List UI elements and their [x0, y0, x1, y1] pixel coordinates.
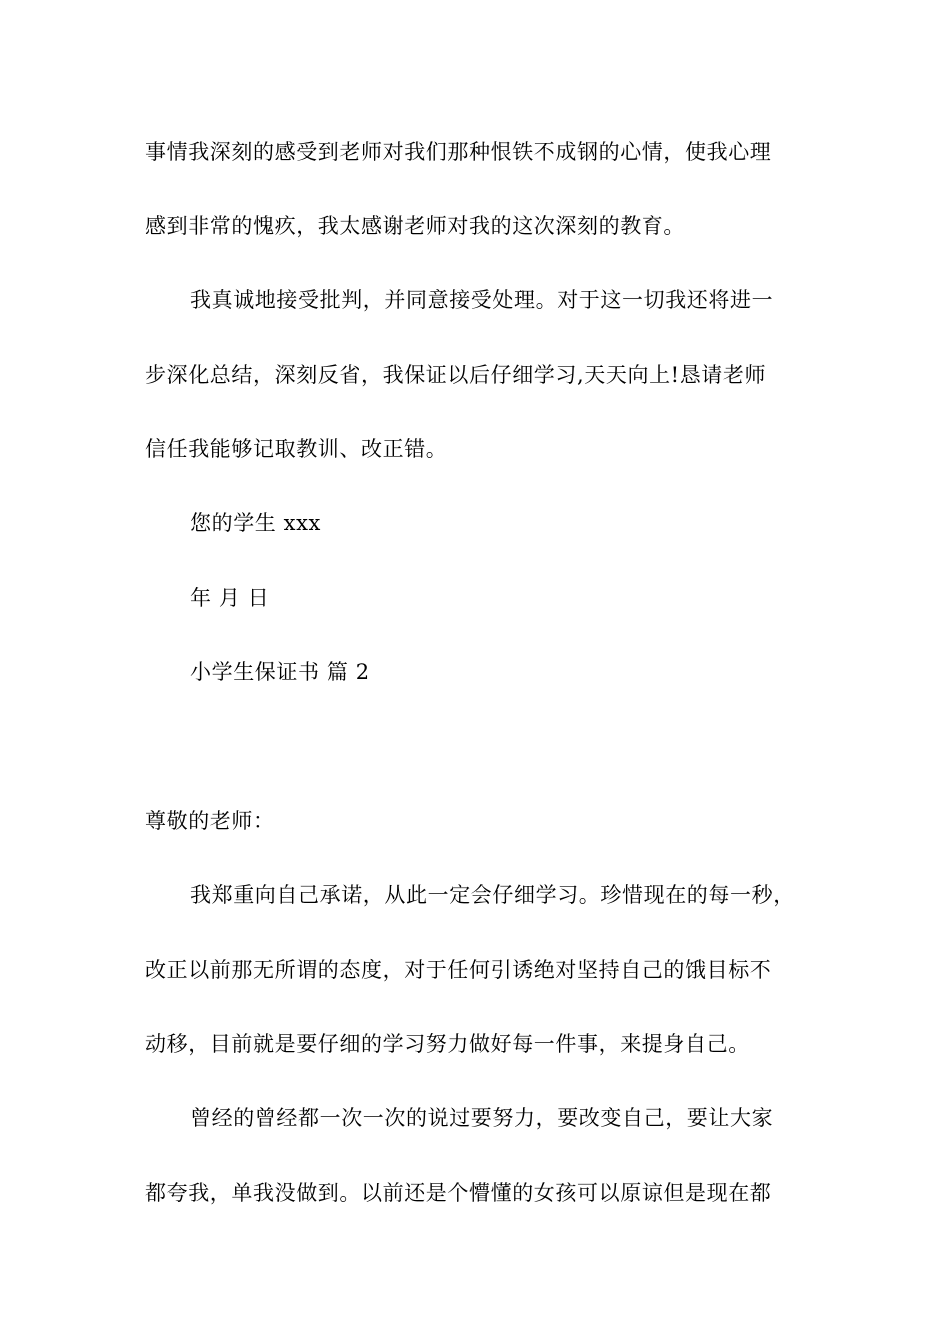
paragraph-line: 信任我能够记取教训、改正错。: [145, 437, 448, 461]
paragraph-line: 改正以前那无所谓的态度，对于任何引诱绝对坚持自己的饿目标不: [145, 958, 772, 982]
paragraph-line: 我真诚地接受批判，并同意接受处理。对于这一切我还将进一: [190, 288, 774, 312]
signature-line: 您的学生 xxx: [190, 511, 322, 535]
salutation-line: 尊敬的老师：: [145, 809, 275, 833]
paragraph-line: 我郑重向自己承诺，从此一定会仔细学习。珍惜现在的每一秒，: [190, 883, 795, 907]
paragraph-line: 感到非常的愧疚，我太感谢老师对我的这次深刻的教育。: [145, 214, 685, 238]
paragraph-line: 都夸我，单我没做到。以前还是个懵懂的女孩可以原谅但是现在都: [145, 1181, 772, 1205]
date-line: 年 月 日: [190, 586, 270, 610]
paragraph-line: 步深化总结，深刻反省，我保证以后仔细学习,天天向上!恳请老师: [145, 363, 767, 387]
paragraph-line: 事情我深刻的感受到老师对我们那种恨铁不成钢的心情，使我心理: [145, 140, 772, 164]
section-heading: 小学生保证书 篇 2: [190, 660, 370, 684]
paragraph-line: 曾经的曾经都一次一次的说过要努力，要改变自己，要让大家: [190, 1106, 774, 1130]
paragraph-line: 动移，目前就是要仔细的学习努力做好每一件事，来提身自己。: [145, 1032, 750, 1056]
